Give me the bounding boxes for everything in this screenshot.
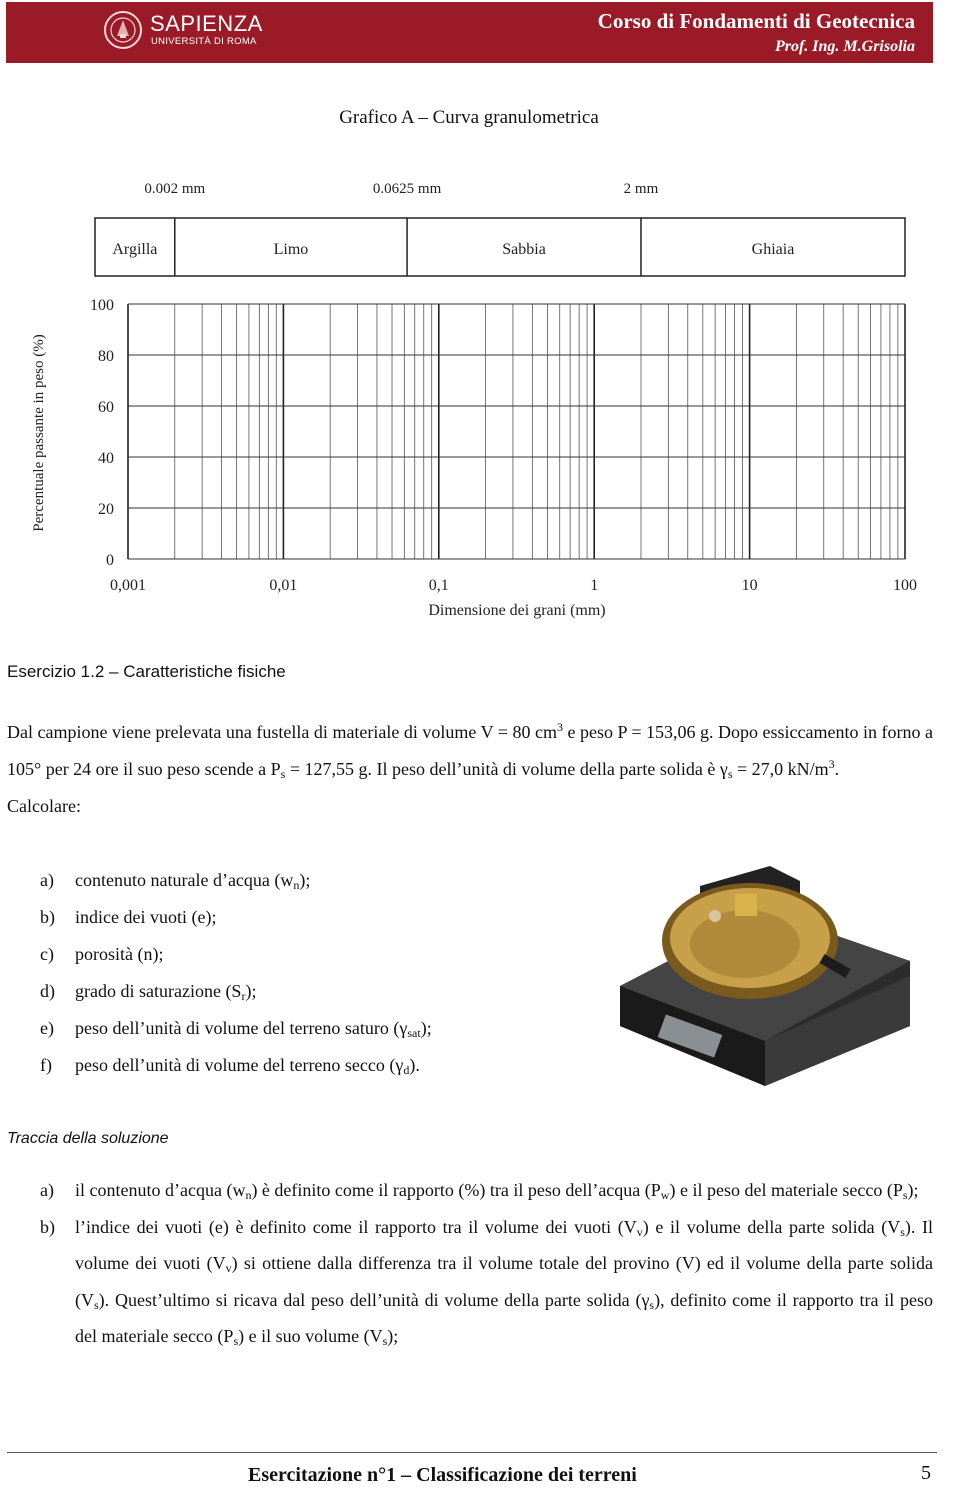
soil-class-label: Sabbia xyxy=(502,241,546,258)
list-item: e) peso dell’unità di volume del terreno saturo $(\gamma_{sat})$; xyxy=(40,1018,432,1040)
solution-list xyxy=(40,1172,933,1355)
intro-paragraph: Dal campione viene prelevata una fustella di materiale di volume V = 80 $cm^3$ e peso P = 153,06 g. Dopo essiccamento in forno a 105° per 24 ore il suo peso scende a $P_s = 127,55$ g. Il peso dell’unità di volume della parte solida è $\gamma_s = 27,0$ $kN/m^3$. xyxy=(7,720,933,781)
class-boundary-label: 2 mm xyxy=(623,181,659,197)
class-boundary-label: 0.0625 mm xyxy=(372,181,442,197)
y-axis-label: Percentuale passante in peso (%) xyxy=(31,334,47,532)
list-item: b) indice dei vuoti (e); xyxy=(40,907,217,927)
x-tick-label: 1 xyxy=(590,577,599,594)
soil-class-label: Ghiaia xyxy=(751,241,795,258)
x-tick-label: 0,01 xyxy=(269,577,298,594)
list-item: b) l’indice dei vuoti (e) è definito come il rapporto tra il volume dei vuoti $(V_v)$ e il volume della parte solida $(V_s)$. Il volume dei vuoti $(V_v)$ si ottiene dalla differenza tra il volume totale del provino (V) ed il volume della parte solida $(V_s)$. Quest’ultimo si ricava dal peso dell’unità di volume della parte solida $(\gamma_s)$, definito come il rapporto tra il peso del materiale secco $(P_s)$ e il suo volume $(V_s)$; xyxy=(40,1216,934,1348)
class-boundary-label: 0.002 mm xyxy=(144,181,206,197)
logo-subtitle: UNIVERSITÀ DI ROMA xyxy=(151,36,257,47)
course-title: Corso di Fondamenti di Geotecnica xyxy=(597,9,915,33)
list-item: a) contenuto naturale d’acqua $(w_n)$; xyxy=(40,870,311,892)
exercise-intro xyxy=(7,714,933,825)
plot-grid xyxy=(128,304,905,559)
grain-size-chart xyxy=(28,176,928,626)
sapienza-seal-logo xyxy=(103,8,143,52)
axis-ticks xyxy=(90,297,917,594)
x-axis-label: Dimensione dei grani (mm) xyxy=(428,602,606,619)
logo-name: SAPIENZA xyxy=(150,11,263,36)
list-item: c) porosità (n); xyxy=(40,944,164,964)
x-tick-label: 10 xyxy=(741,577,758,594)
soil-class-label: Limo xyxy=(273,241,309,258)
y-tick-label: 100 xyxy=(90,297,114,314)
y-tick-label: 20 xyxy=(98,501,114,518)
calcolare-label: Calcolare: xyxy=(7,796,81,816)
solution-heading: Traccia della soluzione xyxy=(7,1130,169,1147)
x-tick-label: 0,1 xyxy=(428,577,449,594)
casagrande-device-photo xyxy=(565,866,927,1088)
soil-class-label: Argilla xyxy=(112,241,158,258)
page-number: 5 xyxy=(921,1462,931,1484)
list-item: a) il contenuto d’acqua $(w_n)$ è definito come il rapporto (%) tra il peso dell’acqua $(P_w)$ e il peso del materiale secco $(P_s)$; xyxy=(40,1180,919,1202)
calculation-list xyxy=(40,862,560,1084)
y-tick-label: 0 xyxy=(106,552,114,569)
x-tick-label: 100 xyxy=(893,577,917,594)
exercise-title: Esercizio 1.2 – Caratteristiche fisiche xyxy=(7,662,286,681)
professor-name: Prof. Ing. M.Grisolia xyxy=(774,38,915,55)
list-item: d) grado di saturazione $(S_r)$; xyxy=(40,981,257,1003)
y-tick-label: 60 xyxy=(98,399,114,416)
footer-divider xyxy=(7,1452,937,1453)
soil-class-band xyxy=(95,181,905,276)
y-tick-label: 80 xyxy=(98,348,114,365)
y-tick-label: 40 xyxy=(98,450,114,467)
figure-caption: Grafico A – Curva granulometrica xyxy=(339,107,599,128)
list-item: f) peso dell’unità di volume del terreno secco $(\gamma_d)$. xyxy=(40,1055,420,1077)
footer-title: Esercitazione n°1 – Classificazione dei terreni xyxy=(248,1464,637,1486)
x-tick-label: 0,001 xyxy=(110,577,146,594)
